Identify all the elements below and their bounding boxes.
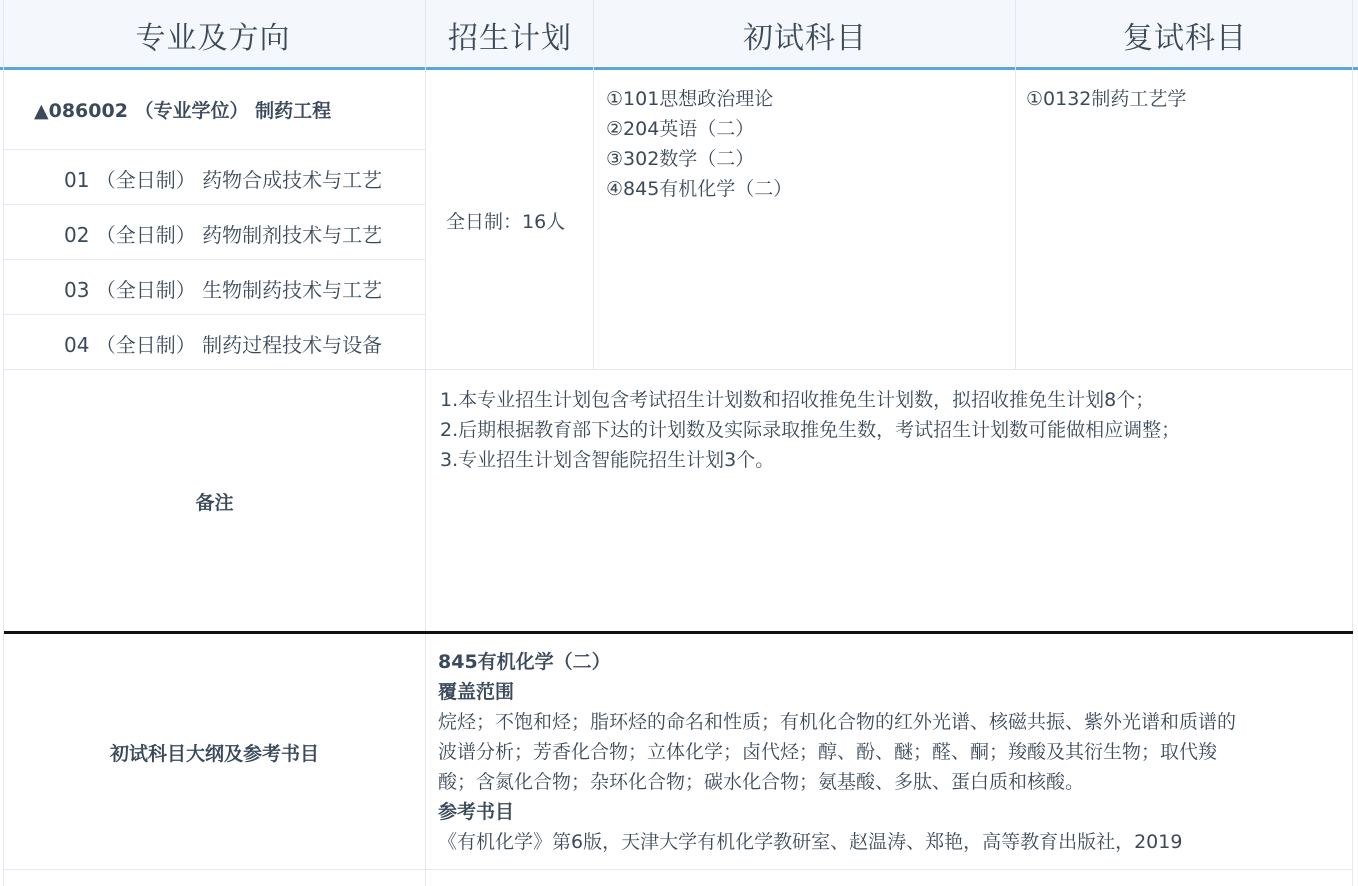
row-divider [4,149,425,150]
direction-item: 02 （全日制） 药物制剂技术与工艺 [64,223,383,247]
row-divider [4,369,1352,370]
retest-subject-item: ①0132制药工艺学 [1026,88,1187,110]
table-border-right [1352,0,1353,886]
table-header [0,0,1358,70]
section-divider [4,631,1353,634]
retest-subject-list [1026,84,1186,114]
syllabus-content [438,647,1328,857]
program-title: ▲086002 （专业学位） 制药工程 [34,100,332,122]
syllabus-subject-title: 845有机化学（二） [438,651,611,673]
row-divider [4,259,425,260]
column-divider [593,0,594,369]
remark-line: 2.后期根据教育部下达的计划数及实际录取推免生数，考试招生计划数可能做相应调整； [440,419,1181,441]
column-divider [425,0,426,886]
scope-heading: 覆盖范围 [438,681,515,703]
header-major: 专业及方向 [135,21,291,56]
first-subject-item: ②204英语（二） [606,118,755,140]
header-first-subjects: 初试科目 [743,21,867,56]
row-divider [4,314,425,315]
header-plan: 招生计划 [448,21,572,56]
remarks-text [440,385,1180,475]
direction-item: 01 （全日制） 药物合成技术与工艺 [64,168,383,192]
first-subject-item: ③302数学（二） [606,148,755,170]
first-subject-list [606,84,792,204]
remarks-label: 备注 [195,492,234,514]
books-heading: 参考书目 [438,801,515,823]
header-retest-subjects: 复试科目 [1123,21,1247,56]
direction-item: 04 （全日制） 制药过程技术与设备 [64,333,383,357]
row-divider [4,869,1352,870]
scope-line: 烷烃；不饱和烃；脂环烃的命名和性质；有机化合物的红外光谱、核磁共振、紫外光谱和质谱的 [438,711,1237,733]
remark-line: 3.专业招生计划含智能院招生计划3个。 [440,449,775,471]
column-divider [1015,0,1016,369]
books-text: 《有机化学》第6版，天津大学有机化学教研室、赵温涛、郑艳，高等教育出版社，2019 [438,831,1183,853]
first-subject-item: ①101思想政治理论 [606,88,774,110]
scope-line: 波谱分析；芳香化合物；立体化学；卤代烃；醇、酚、醚；醛、酮；羧酸及其衍生物；取代羧 [438,741,1218,763]
scope-line: 酸；含氮化合物；杂环化合物；碳水化合物；氨基酸、多肽、蛋白质和核酸。 [438,771,1085,793]
first-subject-item: ④845有机化学（二） [606,178,793,200]
remark-line: 1.本专业招生计划包含考试招生计划数和招收推免生计划数，拟招收推免生计划8个； [440,389,1155,411]
row-divider [4,204,425,205]
syllabus-label: 初试科目大纲及参考书目 [109,743,319,765]
enrollment-plan: 全日制：16人 [446,211,566,233]
direction-item: 03 （全日制） 生物制药技术与工艺 [64,278,383,302]
